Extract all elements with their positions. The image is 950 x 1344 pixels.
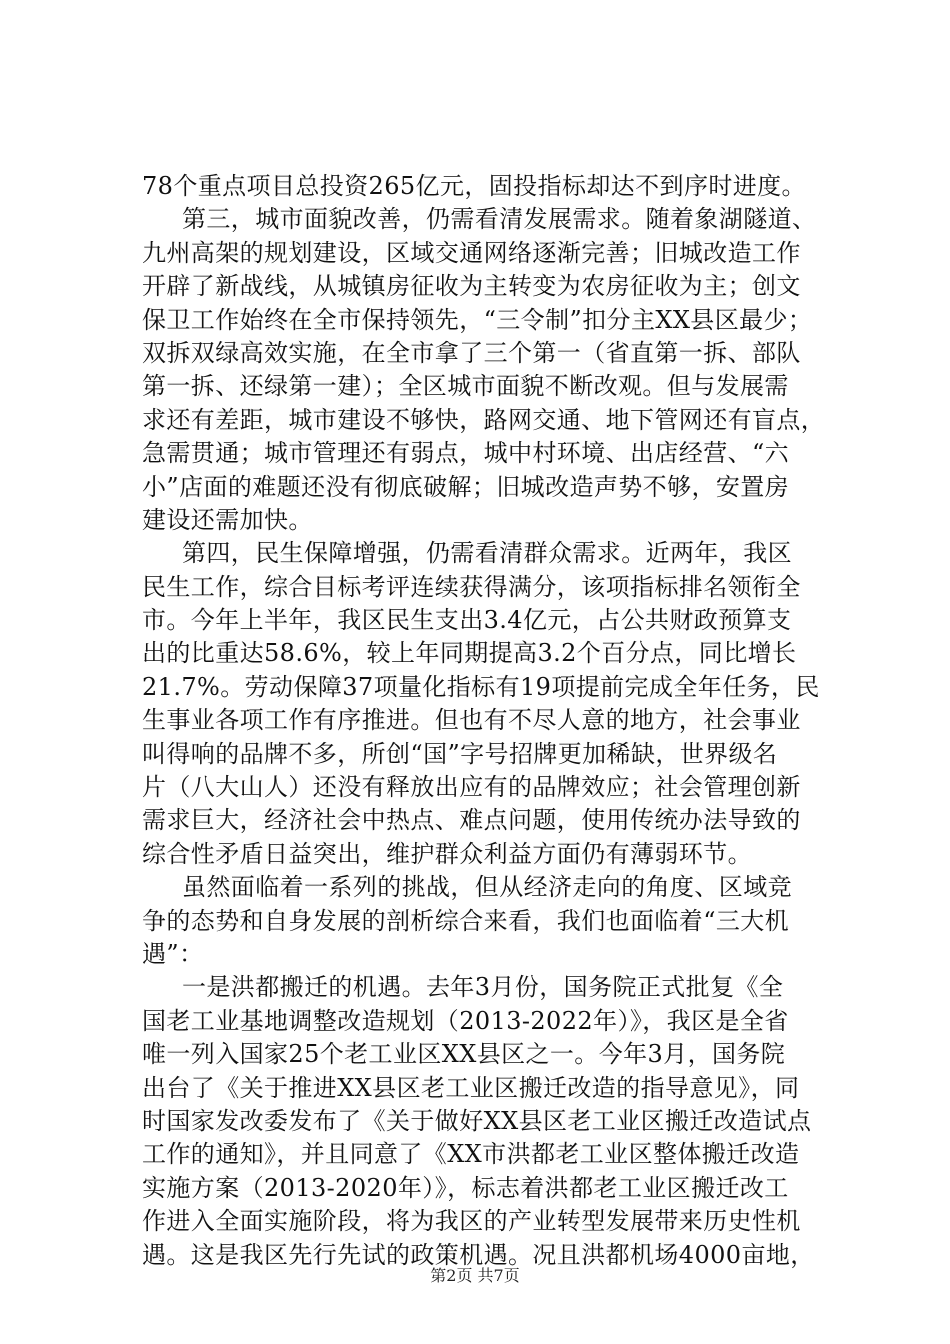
text-line: 叫得响的品牌不多，所创“国”字号招牌更加稀缺，世界级名	[142, 739, 778, 768]
text-line: 市。今年上半年，我区民生支出3.4亿元，占公共财政预算支	[142, 606, 792, 635]
paragraph-start-line: 一是洪都搬迁的机遇。去年3月份，国务院正式批复《全	[182, 973, 784, 1002]
text-line: 出的比重达58.6%，较上年同期提高3.2个百分点，同比增长	[142, 639, 797, 668]
text-line: 九州高架的规划建设，区域交通网络逐渐完善；旧城改造工作	[142, 238, 801, 267]
text-line: 综合性矛盾日益突出，维护群众利益方面仍有薄弱环节。	[142, 839, 752, 868]
text-line: 生事业各项工作有序推进。但也有不尽人意的地方，社会事业	[142, 706, 801, 735]
text-line: 遇”：	[142, 939, 204, 968]
text-line: 唯一列入国家25个老工业区XX县区之一。今年3月，国务院	[142, 1040, 786, 1069]
text-line: 建设还需加快。	[142, 505, 313, 534]
text-line: 时国家发改委发布了《关于做好XX县区老工业区搬迁改造试点	[142, 1106, 812, 1135]
text-line: 出台了《关于推进XX县区老工业区搬迁改造的指导意见》，同	[142, 1073, 800, 1102]
text-line: 国老工业基地调整改造规划（2013-2022年）》，我区是全省	[142, 1006, 789, 1035]
page-number-footer: 第2页 共7页	[430, 1266, 520, 1285]
body-text	[142, 170, 828, 1272]
text-line: 小”店面的难题还没有彻底破解；旧城改造声势不够，安置房	[142, 472, 790, 501]
text-line: 片（八大山人）还没有释放出应有的品牌效应；社会管理创新	[142, 773, 801, 802]
text-line: 双拆双绿高效实施，在全市拿了三个第一（省直第一拆、部队	[142, 338, 801, 367]
text-line: 需求巨大，经济社会中热点、难点问题，使用传统办法导致的	[142, 806, 801, 835]
text-line: 遇。这是我区先行先试的政策机遇。况且洪都机场4000亩地，	[142, 1240, 815, 1269]
paragraph-start-line: 第四，民生保障增强，仍需看清群众需求。近两年，我区	[182, 539, 792, 568]
text-line: 开辟了新战线，从城镇房征收为主转变为农房征收为主；创文	[142, 272, 801, 301]
text-line: 保卫工作始终在全市保持领先，“三令制”扣分主XX县区最少；	[142, 305, 813, 334]
text-line: 急需贯通；城市管理还有弱点，城中村环境、出店经营、“六	[142, 439, 790, 468]
text-line: 工作的通知》，并且同意了《XX市洪都老工业区整体搬迁改造	[142, 1140, 800, 1169]
text-line: 21.7%。劳动保障37项量化指标有19项提前完成全年任务，民	[142, 672, 820, 701]
paragraph-start-line: 第三，城市面貌改善，仍需看清发展需求。随着象湖隧道、	[182, 205, 817, 234]
paragraph-start-line: 虽然面临着一系列的挑战，但从经济走向的角度、区域竞	[182, 873, 792, 902]
text-line: 作进入全面实施阶段，将为我区的产业转型发展带来历史性机	[142, 1207, 801, 1236]
text-line: 实施方案（2013-2020年）》，标志着洪都老工业区搬迁改工	[142, 1173, 789, 1202]
text-line: 78个重点项目总投资265亿元，固投指标却达不到序时进度。	[142, 172, 806, 200]
text-line: 民生工作，综合目标考评连续获得满分，该项指标排名领衔全	[142, 572, 801, 601]
text-line: 求还有差距，城市建设不够快，路网交通、地下管网还有盲点，	[142, 405, 826, 434]
text-line: 第一拆、还绿第一建）；全区城市面貌不断改观。但与发展需	[142, 372, 789, 401]
text-line: 争的态势和自身发展的剖析综合来看，我们也面临着“三大机	[142, 906, 790, 935]
